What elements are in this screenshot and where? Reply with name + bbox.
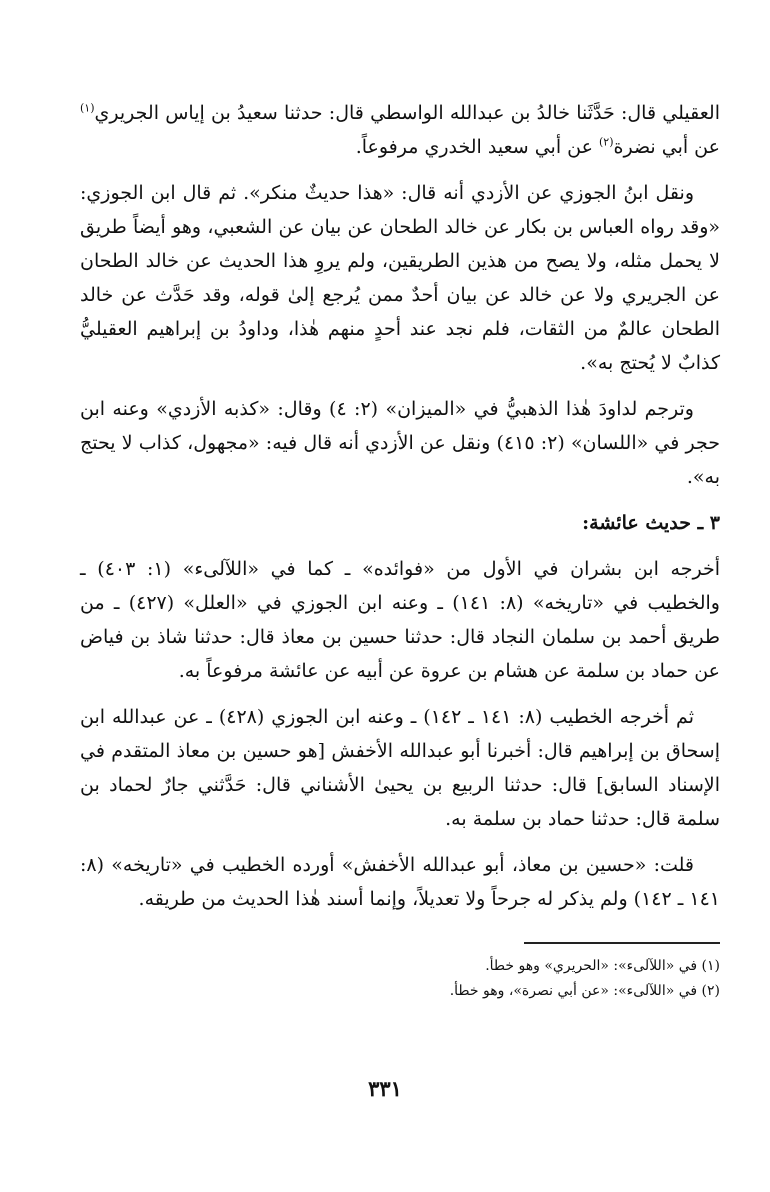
paragraph-text: عن أبي سعيد الخدري مرفوعاً. (355, 136, 599, 158)
paragraph-ibn-jawzi-quote: ونقل ابنُ الجوزي عن الأزدي أنه قال: «هذا حديثٌ منكر». ثم قال ابن الجوزي: «وقد رواه العباس بن بكار عن خالد الطحان عن بيان عن الشعبي، وهو أيضاً طريق لا يحمل مثله، ولا يصح من هذين الطريقين، ولم يروِ هذا الحديث عن خالد الطحان عن الجريري ولا عن خالد عن بيان أحدٌ ممن يُرجع إلىٰ قوله، وقد حَدَّث عن خالد الطحان عالمٌ من الثقات، فلم نجد عند أحدٍ منهم هٰذا، وداودُ بن إبراهيم العقيليُّ كذابٌ لا يُحتج به». (80, 182, 720, 374)
paragraph-text: عن أبي نضرة (613, 136, 720, 158)
footnote-2: (٢) في «اللآلىء»: «عن أبي نصرة»، وهو خطأ. (449, 983, 720, 999)
section-heading: ٣ ـ حديث عائشة: (582, 512, 720, 534)
page-number: ٣٣١ (368, 1076, 402, 1101)
paragraph-comment: قلت: «حسين بن معاذ، أبو عبدالله الأخفش» أورده الخطيب في «تاريخه» (٨: ١٤١ ـ ١٤٢) ولم يذكر له جرحاً ولا تعديلاً، وإنما أسند هٰذا الحديث من طريقه. (80, 854, 720, 910)
paragraph-dhahabi-mizan: وترجم لداودَ هٰذا الذهبيُّ في «الميزان» (٢: ٤) وقال: «كذبه الأزدي» وعنه ابن حجر في «اللسان» (٢: ٤١٥) ونقل عن الأزدي أنه قال فيه: «مجهول، كذاب لا يحتج به». (80, 398, 720, 488)
footnote-marker-2[interactable]: (٢) (598, 135, 614, 149)
paragraph-text: العقيلي قال: حَدَّثَنا خالدُ بن عبدالله الواسطي قال: حدثنا سعيدُ بن إياس الجريري (94, 102, 720, 124)
paragraph-takhrij-khatib: ثم أخرجه الخطيب (٨: ١٤١ ـ ١٤٢) ـ وعنه ابن الجوزي (٤٢٨) ـ عن عبدالله ابن إسحاق بن إبراهيم قال: أخبرنا أبو عبدالله الأخفش [هو حسين بن معاذ المتقدم في الإسناد السابق] قال: حدثنا الربيع بن يحيىٰ الأشناني قال: حَدَّثني جارٌ لحماد بن سلمة قال: حدثنا حماد بن سلمة به. (80, 706, 720, 830)
page-body (80, 96, 720, 1004)
paragraph-takhrij-ibn-bishran: أخرجه ابن بشران في الأول من «فوائده» ـ كما في «اللآلىء» (١: ٤٠٣) ـ والخطيب في «تاريخه» (٨: ١٤١) ـ وعنه ابن الجوزي في «العلل» (٤٢٧) ـ من طريق أحمد بن سلمان النجاد قال: حدثنا حسين بن معاذ قال: حدثنا شاذ بن فياض عن حماد بن سلمة عن هشام بن عروة عن أبيه عن عائشة مرفوعاً به. (80, 558, 720, 682)
footnote-marker-1[interactable]: (١) (80, 101, 95, 115)
footnote-divider (524, 942, 720, 944)
paragraph-isnad-uqayli (80, 96, 720, 164)
footnote-1: (١) في «اللآلىء»: «الحريري» وهو خطأ. (485, 958, 720, 974)
